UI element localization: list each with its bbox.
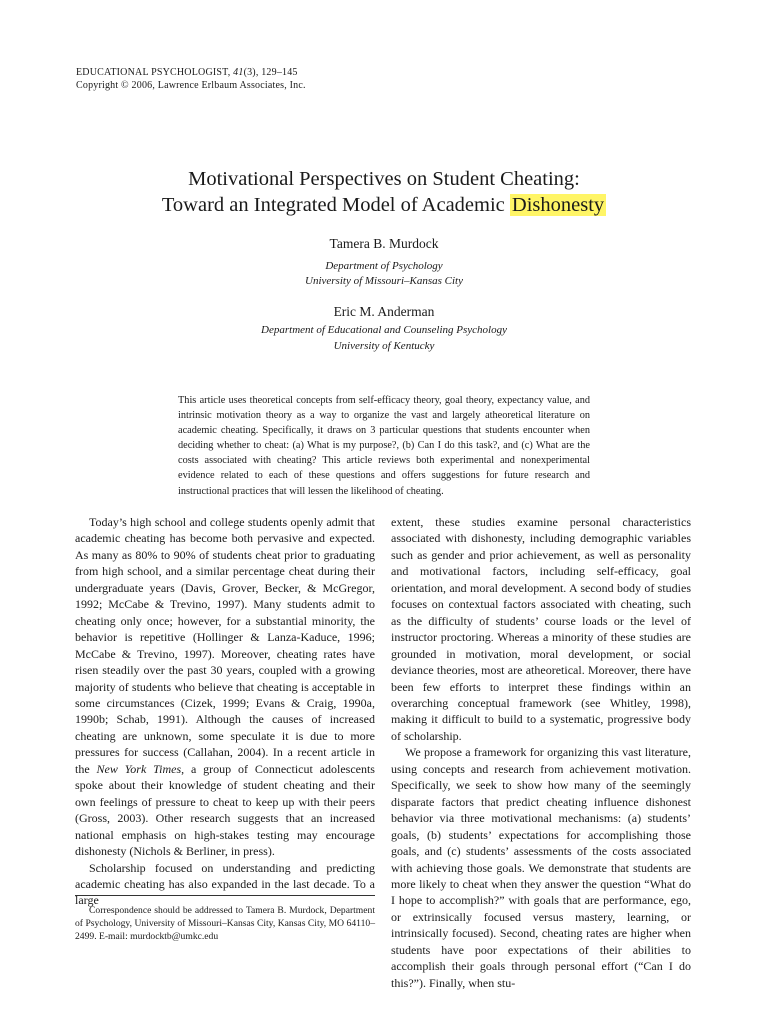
title-line-1: Motivational Perspectives on Student Cheating: xyxy=(188,168,580,190)
paragraph-text: Today’s high school and college students openly admit that academic cheating has become both pervasive and expected. As many as 80% to 90% of students cheat prior to graduating from high school, and a similar percentage cheat during their undergraduate years (Davis, Grover, Becker, & McGregor, 1992; McCabe & Trevino, 1997). Many students admit to cheating only once; however, for a substantial minority, the behavior is repetitive (Hollinger & Lanza-Kaduce, 1996; McCabe & Trevino, 1997). Moreover, cheating rates have risen steadily over the past 30 years, coupled with a growing majority of students who believe that cheating is acceptable in some circumstances (Cizek, 1999; Evans & Craig, 1990a, 1990b; Schab, 1991). Although the causes of increased cheating are unknown, some speculate it is due to more pressures for success (Callahan, 2004). In a recent article in the xyxy=(75,515,375,776)
abstract: This article uses theoretical concepts from self-efficacy theory, goal theory, expectancy value, and intrinsic motivation theory as a way to organize the vast and largely atheoretical literature on academic cheating. Specifically, it draws on 3 particular questions that students encounter when deciding whether to cheat: (a) What is my purpose?, (b) Can I do this task?, and (c) What are the costs associated with cheating? This article reviews both experimental and nonexperimental evidence related to each of these questions and offers suggestions for future research and instructional practices that will lessen the likelihood of cheating. xyxy=(178,395,590,497)
body-paragraph: extent, these studies examine personal characteristics associated with dishonesty, including demographic variables such as gender and prior achievement, as well as personality and motivational factors, including self-efficacy, goal orientation, and moral development. A second body of studies focuses on contextual factors associated with cheating, such as the difficulty of students’ course loads or the level of instructor proctoring. Whereas a minority of these studies are grounded in motivation, moral development, or social deviance theories, most are atheoretical. Moreover, there have been few efforts to interpret these findings within an overarching conceptual framework (see Whitley, 1998), making it difficult to build to a systematic, progressive body of scholarship. xyxy=(391,515,691,743)
journal-header xyxy=(76,66,306,92)
copyright-line: Copyright © 2006, Lawrence Erlbaum Associates, Inc. xyxy=(76,80,306,91)
body-paragraph xyxy=(75,514,375,860)
body-paragraph: Scholarship focused on understanding and predicting academic cheating has also expanded in the last decade. To a large xyxy=(75,860,375,908)
body-paragraph: We propose a framework for organizing this vast literature, using concepts and research from achievement motivation. Specifically, we seek to show how many of the seemingly disparate factors that predict cheating influence dishonest behavior via three motivational mechanisms: (a) students’ goals, (b) students’ expectations for accomplishing those goals, and (c) students’ assessments of the costs associated with achieving those goals. We demonstrate that students are more likely to cheat when they answer the question “What do I hope to accomplish?” with goals that are performance, ego, or extrinsically focused versus mastery, learning, or intrinsically focused). Second, cheating rates are higher when students have poor expectations of their abilities to accomplish their goals through personal effort (“Can I do this?”). Finally, when stu- xyxy=(391,745,691,990)
author-name-2: Eric M. Anderman xyxy=(333,304,435,319)
article-title xyxy=(0,166,768,218)
footnote-divider xyxy=(75,895,375,896)
author-affiliation-2-dept: Department of Educational and Counseling Psychology xyxy=(261,324,507,336)
journal-citation xyxy=(76,66,306,79)
title-line-2-text: Toward an Integrated Model of Academic xyxy=(161,194,510,216)
author-affiliation-2-univ: University of Kentucky xyxy=(333,340,435,352)
publication-name: New York Times xyxy=(96,761,182,776)
journal-issue-pages: (3), 129–145 xyxy=(243,67,298,78)
author-affiliation-1-univ: University of Missouri–Kansas City xyxy=(305,275,463,287)
body-column-left xyxy=(75,514,375,909)
journal-name: EDUCATIONAL PSYCHOLOGIST, xyxy=(76,67,234,78)
highlighted-word: Dishonesty xyxy=(511,194,605,216)
author-affiliation-1-dept: Department of Psychology xyxy=(325,260,443,272)
author-name-1: Tamera B. Murdock xyxy=(329,236,439,251)
body-column-right xyxy=(391,514,691,991)
title-line-2 xyxy=(0,192,768,218)
journal-volume: 41 xyxy=(233,67,244,78)
paragraph-text: , a group of Connecticut adolescents spoke about their knowledge of student cheating and their own feelings of pressure to cheat to keep up with their peers (Gross, 2003). Other research suggests that an increased national emphasis on high-stakes testing may encourage dishonesty (Nichols & Berliner, in press). xyxy=(75,761,375,859)
correspondence-footnote: Correspondence should be addressed to Tamera B. Murdock, Department of Psychology, University of Missouri–Kansas City, Kansas City, MO 64110–2499. E-mail: murdocktb@umkc.edu xyxy=(75,905,375,942)
